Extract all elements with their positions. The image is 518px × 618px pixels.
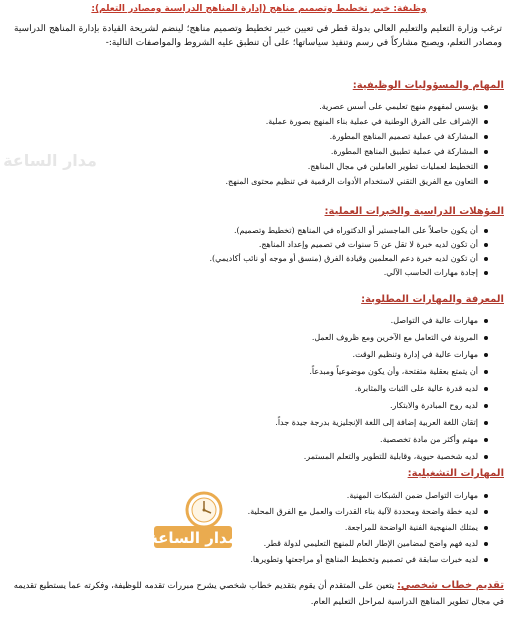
list-item: إجادة مهارات الحاسب الآلي. [209,266,488,280]
qualifications-list [209,224,488,280]
list-item: مهتم وأكثر من مادة تخصصية. [275,431,488,448]
list-item: المشاركة في عملية تصميم المناهج المطورة. [226,129,489,144]
list-item: مهارات عالية في إدارة وتنظيم الوقت. [275,346,488,363]
watermark-side-text: مدار الساعة [3,151,97,170]
list-item: يؤسس لمفهوم منهج تعليمي على أسس عصرية. [226,99,489,114]
section-heading-operational: المهارات التشغيلية: [407,468,504,479]
cover-letter-paragraph [10,578,504,610]
list-item: لديه روح المبادرة والابتكار. [275,397,488,414]
skills-list [275,312,488,465]
list-item: مهارات عالية في التواصل. [275,312,488,329]
section-heading-qualifications: المؤهلات الدراسية والخبرات العملية: [324,206,504,217]
list-item: لديه فهم واضح لمضامين الإطار العام للمنهج التعليمي لدولة قطر. [248,536,488,552]
list-item: أن يتمتع بعقلية متفتحة، وأن يكون موضوعياً ومبدعاً. [275,363,488,380]
list-item: لديه شخصية حيوية، وقابلية للتطوير والتعلم المستمر. [275,448,488,465]
list-item: المرونة في التعامل مع الآخرين ومع ظروف العمل. [275,329,488,346]
watermark-side-logo [3,140,97,180]
operational-list [248,488,488,568]
intro-paragraph: ترغب وزارة التعليم والتعليم العالي بدولة قطر في تعيين خبير تخطيط وتصميم مناهج؛ لينضم لشريحة القيادة بإدارة المناهج الدراسية ومصادر التعلم، ويصبح مشاركاً في رسم وتنفيذ سياساتها؛ على أن تنطبق عليه الشروط والمواصفات التالية:- [14,24,502,48]
list-item: يمتلك المنهجية الفنية الواضحة للمراجعة. [248,520,488,536]
watermark-clock-logo [150,488,236,552]
section-heading-skills: المعرفة والمهارات المطلوبة: [361,294,504,305]
list-item: إتقان اللغة العربية إضافة إلى اللغة الإنجليزية بدرجة جيدة جداً. [275,414,488,431]
list-item: التعاون مع الفريق التقني لاستخدام الأدوات الرقمية في تنظيم محتوى المنهج. [226,174,489,189]
watermark-logo-text: مدار الساعة [149,529,237,547]
list-item: المشاركة في عملية تطبيق المناهج المطورة. [226,144,489,159]
list-item: مهارات التواصل ضمن الشبكات المهنية. [248,488,488,504]
list-item: التخطيط لعمليات تطوير العاملين في مجال المناهج. [226,159,489,174]
list-item: أن تكون لديه خبرة دعم المعلمين وقيادة الفرق (منسق أو موجه أو نائب أكاديمي). [209,252,488,266]
list-item: لديه خطة واضحة ومحددة لآلية بناء القدرات والعمل مع الفرق المحلية. [248,504,488,520]
list-item: لديه خبرات سابقة في تصميم وتخطيط المناهج أو مراجعتها وتطويرها. [248,552,488,568]
list-item: أن يكون حاصلاً على الماجستير أو الدكتوراه في المناهج (تخطيط وتصميم). [209,224,488,238]
list-item: أن تكون لديه خبرة لا تقل عن 5 سنوات في تصميم وإعداد المناهج. [209,238,488,252]
cover-letter-heading: تقديم خطاب شخصي: [396,580,504,591]
list-item: لديه قدرة عالية على الثبات والمثابرة. [275,380,488,397]
duties-list [226,99,489,189]
cover-letter-text: يتعين على المتقدم أن يقوم بتقديم خطاب شخصي يشرح مبررات تقدمه للوظيفة، وفكرته عما يستطيع تقديمه في مجال تطوير المناهج الدراسية لمراحل التعليم العام. [13,581,504,607]
list-item: الإشراف على الفرق الوطنية في عملية بناء المنهج بصورة عملية. [226,114,489,129]
section-heading-duties: المهام والمسؤوليات الوظيفية: [352,80,504,91]
page-title: وظيفة: خبير تخطيط وتصميم مناهج (إدارة المناهج الدراسية ومصادر التعلم): [91,4,427,14]
